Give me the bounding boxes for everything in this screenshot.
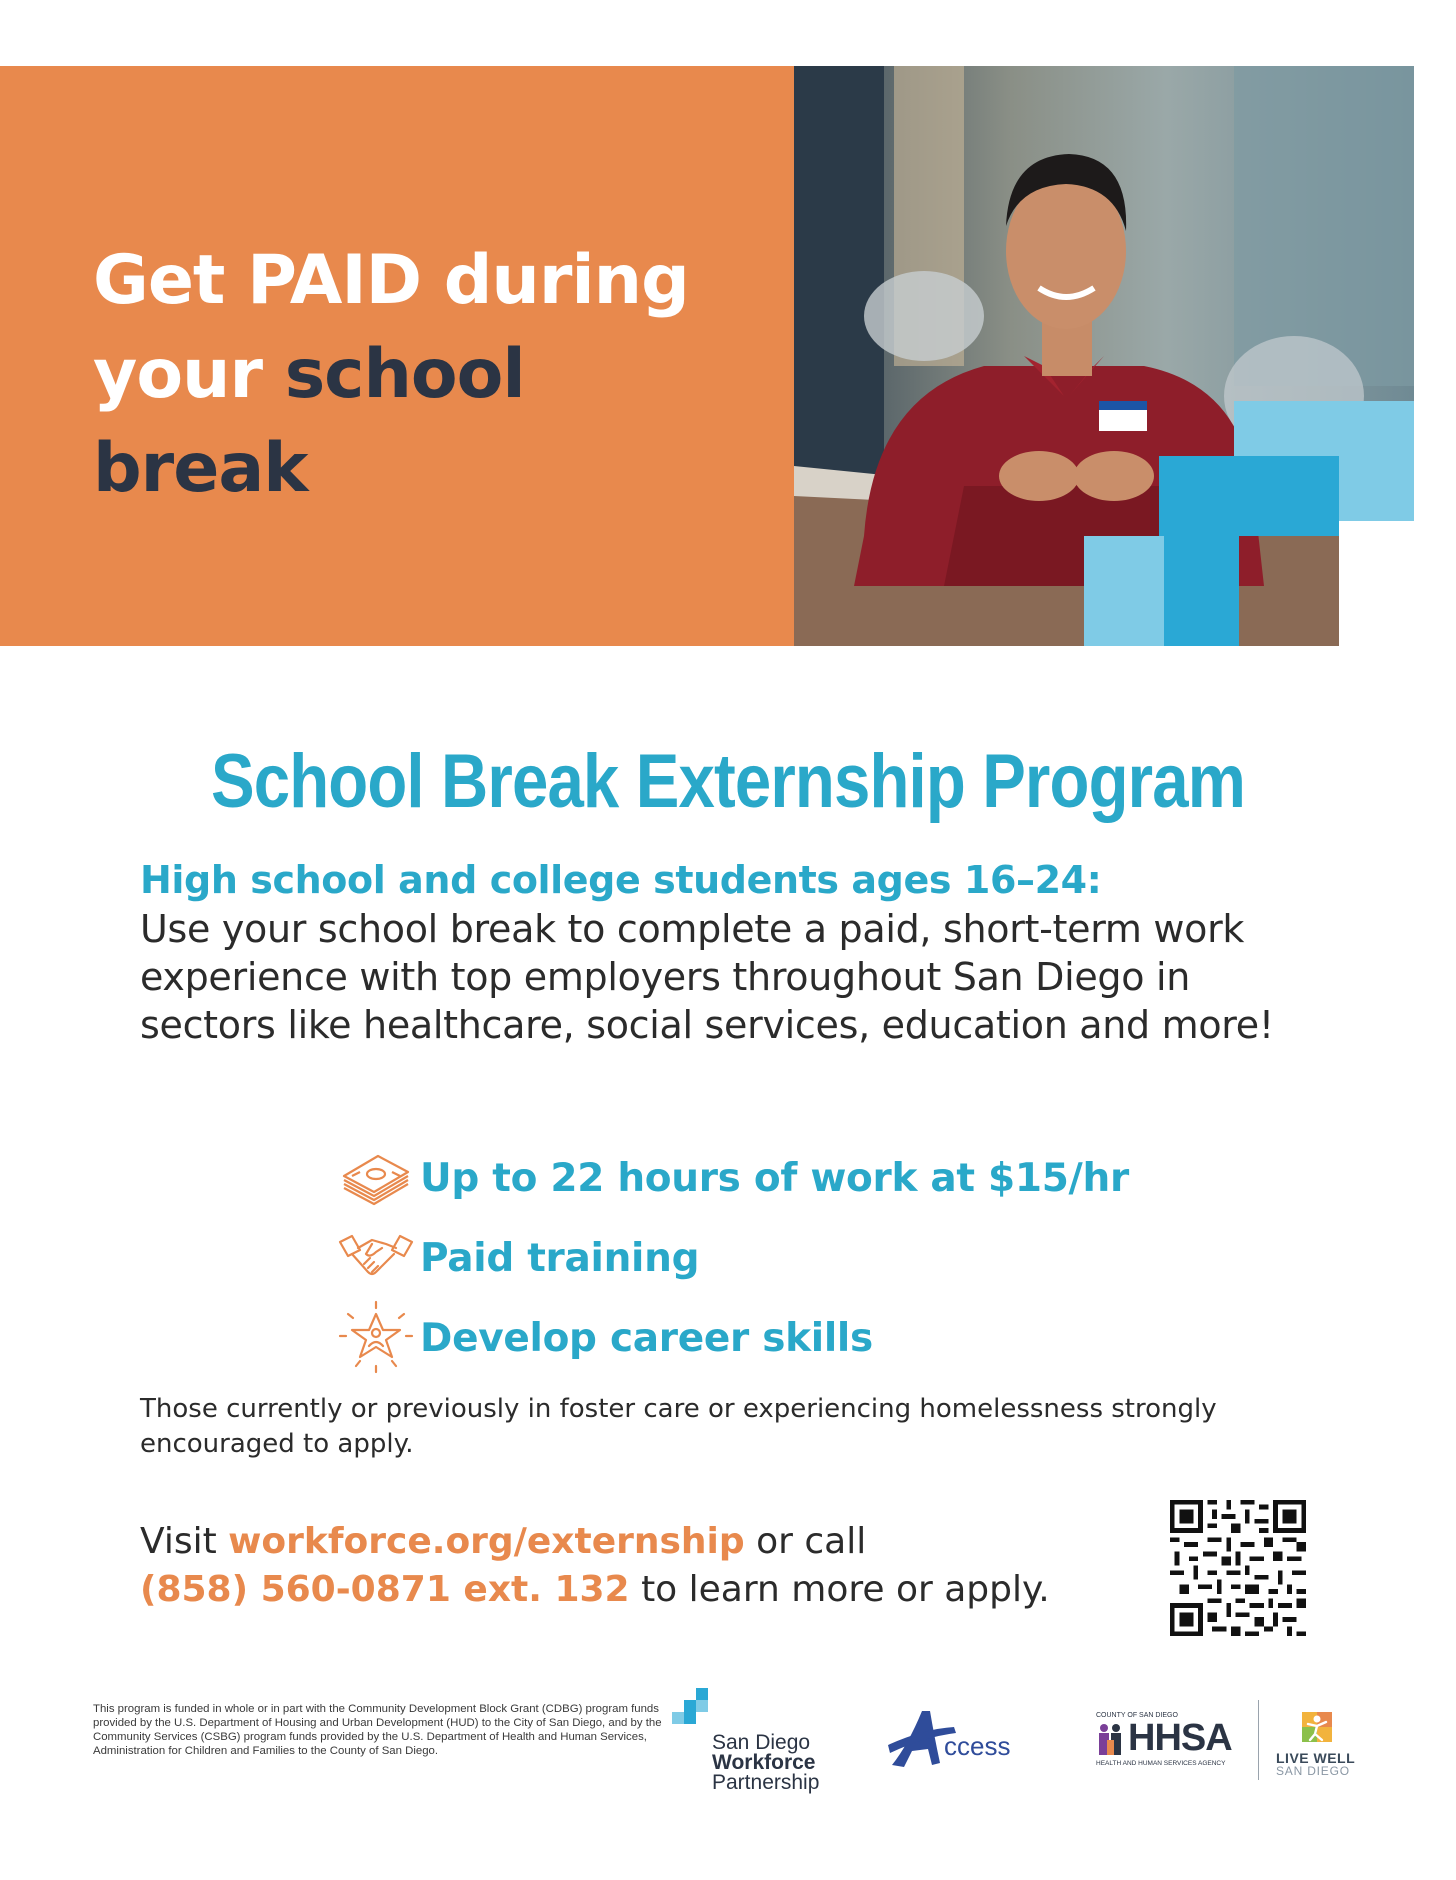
phone-link[interactable]: (858) 560-0871 ext. 132 [140, 1569, 630, 1610]
hero-line-2-dark: school [284, 335, 525, 414]
program-title: School Break Externship Program [211, 739, 1245, 824]
handshake-icon [336, 1218, 416, 1298]
funding-disclaimer: This program is funded in whole or in part with the Community Development Block Grant (CDBG) program funds provided by the U.S. Department of Housing and Urban Development (HUD) to the City of San Diego, and by the Community Services (CSBG) program funds provided by the U.S. Department of Health and Human Services, Administration for Children and Families to the County of San Diego. [93, 1703, 662, 1757]
student-photo [794, 66, 1414, 646]
sdwp-line-3: Partnership [712, 1771, 820, 1794]
hhsa-agency-label: HEALTH AND HUMAN SERVICES AGENCY [1096, 1760, 1226, 1767]
benefit-item-skills [336, 1298, 873, 1378]
star-person-icon [336, 1298, 416, 1378]
live-well-san-diego-logo [1272, 1700, 1372, 1780]
hhsa-family-icon [1096, 1722, 1126, 1758]
live-well-line-2: SAN DIEGO [1276, 1764, 1350, 1778]
hero-line-2-white: your [93, 335, 262, 414]
hero-banner [0, 66, 1414, 646]
contact-info [140, 1518, 1140, 1614]
student-photo-illustration [794, 66, 1414, 646]
money-stack-icon [336, 1138, 416, 1218]
san-diego-workforce-partnership-logo [672, 1688, 842, 1798]
contact-tail-text: to learn more or apply. [641, 1569, 1050, 1610]
access-logo [888, 1705, 1038, 1775]
sdwp-line-1: San Diego [712, 1731, 811, 1754]
hhsa-wordmark: HHSA [1128, 1717, 1232, 1759]
hhsa-county-label: COUNTY OF SAN DIEGO [1096, 1712, 1178, 1719]
hero-orange-panel [0, 66, 794, 646]
hero-line-1: Get PAID during [93, 241, 689, 320]
sdwp-mark-icon [672, 1688, 718, 1734]
eligibility-note: Those currently or previously in foster care or experiencing homelessness strongly encouraged to apply. [140, 1394, 1217, 1459]
access-wordmark: ccess [944, 1731, 1011, 1761]
or-call-text: or call [756, 1521, 867, 1562]
website-link[interactable]: workforce.org/externship [228, 1521, 745, 1562]
live-well-line-1: LIVE WELL [1276, 1750, 1356, 1766]
live-well-figure-icon [1302, 1712, 1332, 1742]
benefit-label: Develop career skills [420, 1315, 873, 1361]
logo-divider [1258, 1700, 1259, 1780]
county-hhsa-logo [1094, 1712, 1244, 1772]
benefit-label: Up to 22 hours of work at $15/hr [420, 1155, 1129, 1201]
program-description: Use your school break to complete a paid, short-term work experience with top employers throughout San Diego in sectors like healthcare, social services, education and more! [140, 907, 1274, 1047]
qr-code[interactable] [1170, 1500, 1306, 1636]
benefit-item-pay [336, 1138, 1129, 1218]
audience-heading: High school and college students ages 16–24: [140, 858, 1102, 902]
sdwp-line-2: Workforce [712, 1751, 816, 1774]
benefit-item-training [336, 1218, 699, 1298]
visit-text: Visit [140, 1521, 217, 1562]
hero-line-3: break [93, 429, 308, 508]
hero-headline [93, 234, 773, 516]
benefit-label: Paid training [420, 1235, 700, 1281]
